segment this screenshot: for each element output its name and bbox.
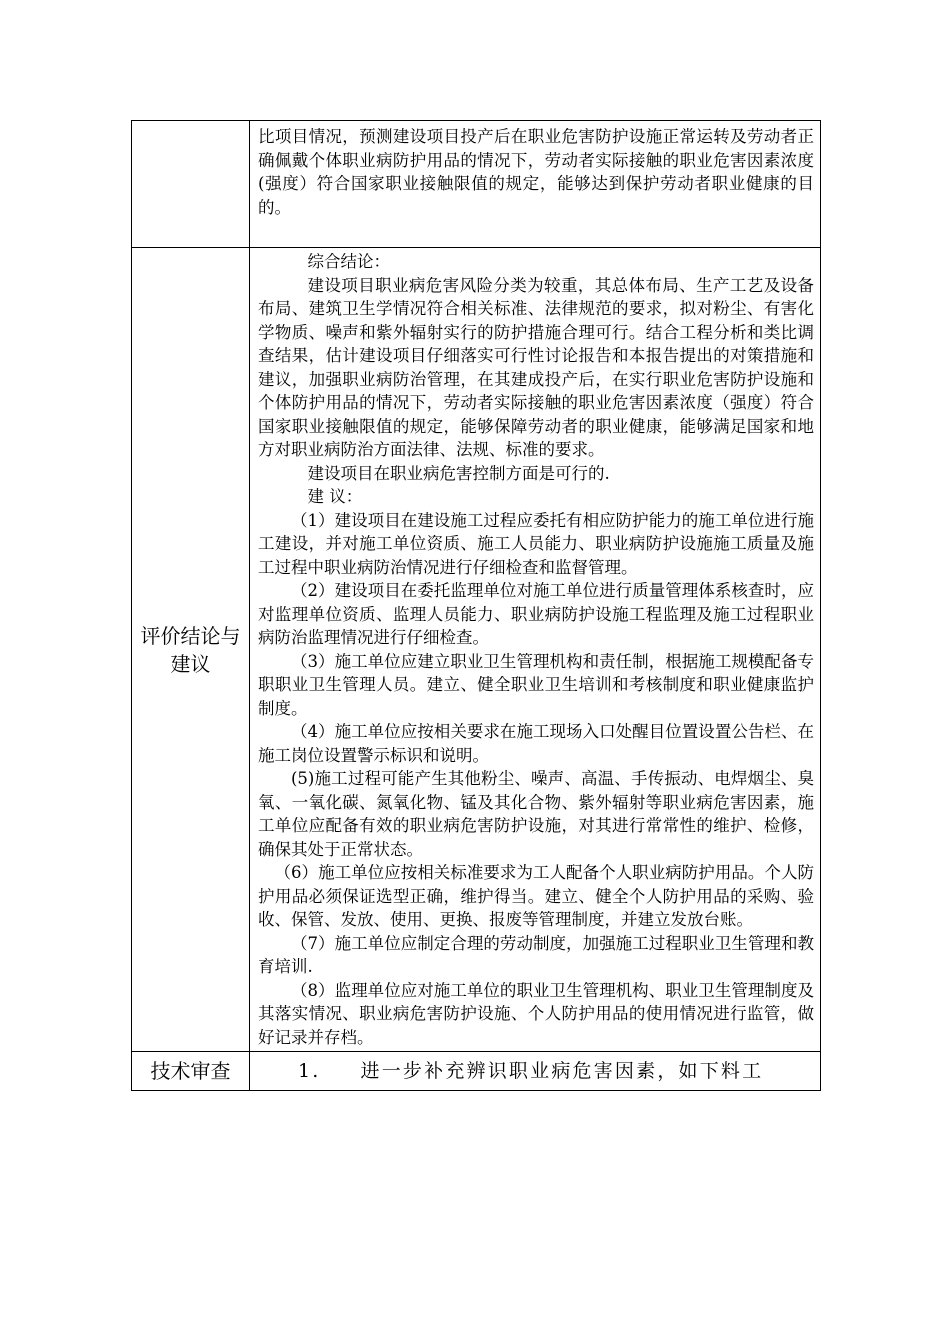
row-content (250, 1052, 821, 1091)
feasibility-paragraph: 建设项目在职业病危害控制方面是可行的. (307, 463, 610, 483)
suggestion-item: （7）施工单位应制定合理的劳动制度，加强施工过程职业卫生管理和教育培训. (258, 933, 814, 976)
item-number: 1. (298, 1060, 321, 1082)
row-label-empty (132, 121, 250, 248)
continued-paragraph: 比项目情况，预测建设项目投产后在职业危害防护设施正常运转及劳动者正确佩戴个体职业病防护用品的情况下，劳动者实际接触的职业危害因素浓度(强度）符合国家职业接触限值的规定，能够达到保护劳动者职业健康的目的。 (258, 127, 814, 217)
table-row (132, 1052, 821, 1091)
table-row (132, 248, 821, 1052)
suggestion-item: （1）建设项目在建设施工过程应委托有相应防护能力的施工单位进行施工建设，并对施工单位资质、施工人员能力、职业病防护设施施工质量及施工过程中职业病防治情况进行仔细检查和监督管理。 (258, 510, 814, 577)
suggestion-item: （4）施工单位应按相关要求在施工现场入口处醒目位置设置公告栏、在施工岗位设置警示标识和说明。 (258, 722, 814, 765)
row-content (250, 248, 821, 1052)
row-label-technical-review: 技术审查 (132, 1052, 250, 1091)
table-row (132, 121, 821, 248)
suggestion-heading: 建 议： (307, 487, 363, 506)
summary-paragraph: 建设项目职业病危害风险分类为较重，其总体布局、生产工艺及设备布局、建筑卫生学情况符合相关标准、法律规范的要求，拟对粉尘、有害化学物质、噪声和紫外辐射实行的防护措施合理可行。结合工程分析和类比调查结果，估计建设项目仔细落实可行性讨论报告和本报告提出的对策措施和建议，加强职业病防治管理，在其建成投产后，在实行职业危害防护设施和个体防护用品的情况下，劳动者实际接触的职业危害因素浓度（强度）符合国家职业接触限值的规定，能够保障劳动者的职业健康，能够满足国家和地方对职业病防治方面法律、法规、标准的要求。 (258, 275, 814, 459)
suggestion-item: （2）建设项目在委托监理单位对施工单位进行质量管理体系核查时，应对监理单位资质、监理人员能力、职业病防护设施工程监理及施工过程职业病防治监理情况进行仔细检查。 (258, 581, 814, 647)
summary-heading: 综合结论： (307, 252, 390, 271)
evaluation-table (131, 120, 821, 1091)
review-text: 进一步补充辨识职业病危害因素，如下料工 (360, 1060, 764, 1082)
suggestion-item: （6）施工单位应按相关标准要求为工人配备个人职业病防护用品。个人防护用品必须保证选型正确，维护得当。建立、健全个人防护用品的采购、验收、保管、发放、使用、更换、报废等管理制度，并建立发放台账。 (258, 863, 814, 929)
suggestion-item: （3）施工单位应建立职业卫生管理机构和责任制，根据施工规模配备专职职业卫生管理人员。建立、健全职业卫生培训和考核制度和职业健康监护制度。 (258, 651, 814, 718)
suggestion-item: （8）监理单位应对施工单位的职业卫生管理机构、职业卫生管理制度及其落实情况、职业病危害防护设施、个人防护用品的使用情况进行监管，做好记录并存档。 (258, 980, 814, 1047)
row-content (250, 121, 821, 248)
suggestion-item: (5)施工过程可能产生其他粉尘、噪声、高温、手传振动、电焊烟尘、臭氧、一氧化碳、氮氧化物、锰及其化合物、紫外辐射等职业病危害因素，施工单位应配备有效的职业病危害防护设施，对其进行常常性的维护、检修，确保其处于正常状态。 (258, 769, 814, 859)
row-label-conclusion: 评价结论与建议 (132, 248, 250, 1052)
